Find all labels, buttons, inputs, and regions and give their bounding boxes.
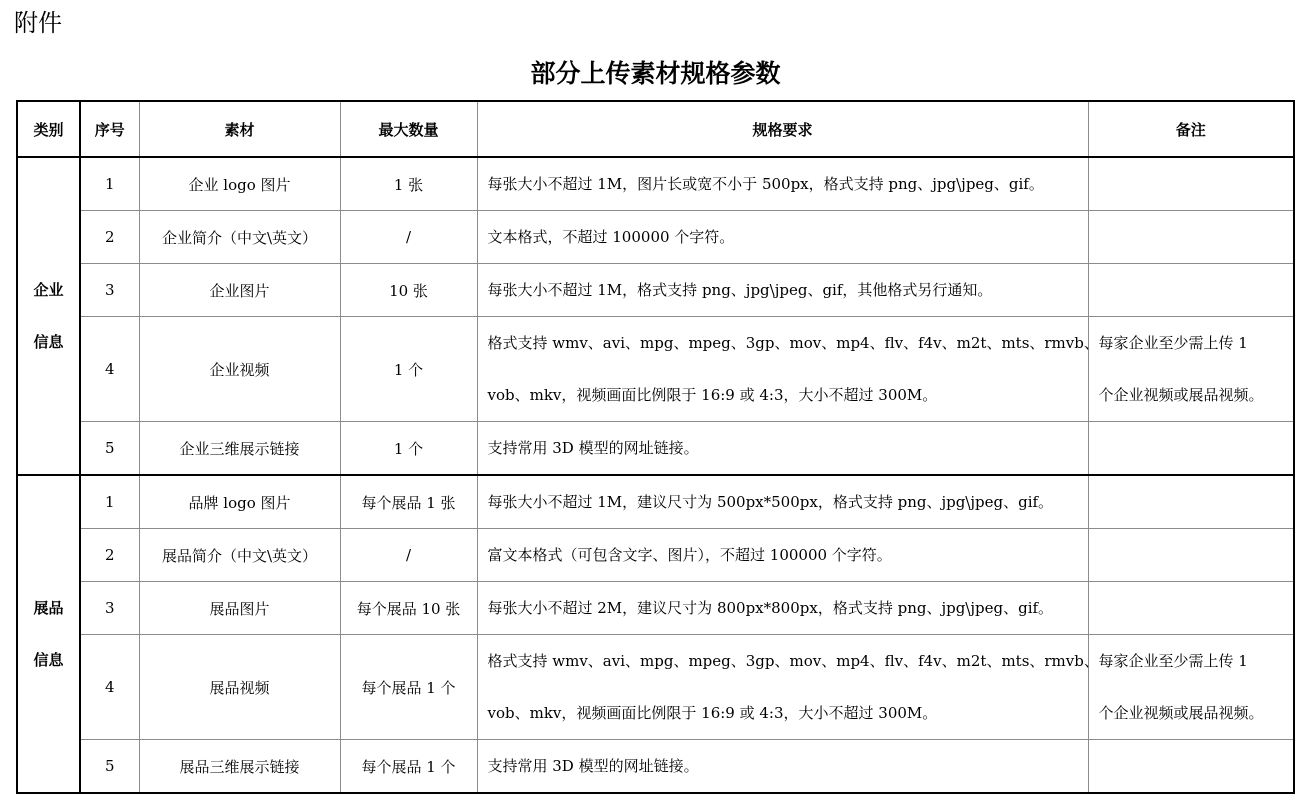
spec-line: vob、mkv，视频画面比例限于 16:9 或 4:3，大小不超过 300M。 — [487, 386, 938, 404]
table-body — [17, 157, 1294, 793]
spec-line: 支持常用 3D 模型的网址链接。 — [487, 757, 699, 775]
index-cell: 4 — [80, 635, 139, 740]
spec-line: 支持常用 3D 模型的网址链接。 — [487, 439, 699, 457]
spec-cell — [477, 211, 1088, 264]
spec-line: vob、mkv，视频画面比例限于 16:9 或 4:3，大小不超过 300M。 — [487, 704, 938, 722]
max-qty-cell: 1 个 — [340, 422, 477, 476]
category-label: 信息 — [33, 333, 64, 351]
material-cell: 展品视频 — [139, 635, 340, 740]
table-row — [17, 475, 1294, 529]
spec-cell — [477, 475, 1088, 529]
spec-line: 每张大小不超过 1M，建议尺寸为 500px*500px，格式支持 png、jpg\jpeg、gif。 — [487, 493, 1054, 511]
header-spec: 规格要求 — [477, 101, 1088, 157]
note-cell — [1088, 317, 1294, 422]
material-cell: 企业视频 — [139, 317, 340, 422]
material-cell: 展品三维展示链接 — [139, 740, 340, 794]
index-cell: 2 — [80, 529, 139, 582]
material-cell: 企业简介（中文\英文） — [139, 211, 340, 264]
header-max-qty: 最大数量 — [340, 101, 477, 157]
table-row — [17, 635, 1294, 740]
note-cell — [1088, 740, 1294, 794]
index-cell: 1 — [80, 475, 139, 529]
index-cell: 1 — [80, 157, 139, 211]
spec-line: 富文本格式（可包含文字、图片），不超过 100000 个字符。 — [487, 546, 892, 564]
spec-cell — [477, 740, 1088, 794]
note-cell — [1088, 475, 1294, 529]
spec-cell — [477, 635, 1099, 740]
index-cell: 4 — [80, 317, 139, 422]
spec-cell — [477, 422, 1088, 476]
header-index: 序号 — [80, 101, 139, 157]
max-qty-cell: 1 张 — [340, 157, 477, 211]
material-cell: 企业图片 — [139, 264, 340, 317]
spec-line: 每张大小不超过 1M，图片长或宽不小于 500px，格式支持 png、jpg\jpeg、gif。 — [487, 175, 1044, 193]
spec-table — [16, 100, 1295, 794]
material-cell: 企业 logo 图片 — [139, 157, 340, 211]
header-material: 素材 — [139, 101, 340, 157]
max-qty-cell: 每个展品 1 张 — [340, 475, 477, 529]
note-cell — [1088, 529, 1294, 582]
spec-line: 每张大小不超过 2M，建议尺寸为 800px*800px，格式支持 png、jpg\jpeg、gif。 — [487, 599, 1054, 617]
spec-cell — [477, 529, 1088, 582]
table-row — [17, 529, 1294, 582]
max-qty-cell: / — [340, 529, 477, 582]
spec-line: 格式支持 wmv、avi、mpg、mpeg、3gp、mov、mp4、flv、f4v、m2t、mts、rmvb、 — [487, 334, 1099, 352]
index-cell: 5 — [80, 740, 139, 794]
note-cell — [1088, 211, 1294, 264]
category-label: 信息 — [33, 651, 64, 669]
table-row — [17, 211, 1294, 264]
material-cell: 展品简介（中文\英文） — [139, 529, 340, 582]
note-line: 每家企业至少需上传 1 — [1098, 334, 1248, 352]
spec-line: 格式支持 wmv、avi、mpg、mpeg、3gp、mov、mp4、flv、f4v、m2t、mts、rmvb、 — [487, 652, 1099, 670]
index-cell: 5 — [80, 422, 139, 476]
material-cell: 企业三维展示链接 — [139, 422, 340, 476]
note-cell — [1088, 264, 1294, 317]
max-qty-cell: 每个展品 10 张 — [340, 582, 477, 635]
note-line: 个企业视频或展品视频。 — [1098, 386, 1264, 404]
attachment-label: 附件 — [14, 9, 62, 37]
table-row — [17, 740, 1294, 794]
index-cell: 2 — [80, 211, 139, 264]
document-title: 部分上传素材规格参数 — [530, 59, 781, 88]
table-row — [17, 422, 1294, 476]
header-row — [17, 101, 1294, 157]
table-row — [17, 264, 1294, 317]
material-cell: 展品图片 — [139, 582, 340, 635]
note-cell — [1088, 422, 1294, 476]
max-qty-cell: 每个展品 1 个 — [340, 740, 477, 794]
spec-cell — [477, 582, 1088, 635]
material-cell: 品牌 logo 图片 — [139, 475, 340, 529]
max-qty-cell: / — [340, 211, 477, 264]
category-label: 展品 — [33, 599, 64, 617]
max-qty-cell: 每个展品 1 个 — [340, 635, 477, 740]
note-cell — [1088, 582, 1294, 635]
spec-cell — [477, 157, 1088, 211]
table-row — [17, 582, 1294, 635]
spec-cell — [477, 317, 1099, 422]
note-line: 个企业视频或展品视频。 — [1098, 704, 1264, 722]
max-qty-cell: 10 张 — [340, 264, 477, 317]
header-note: 备注 — [1088, 101, 1294, 157]
category-label: 企业 — [33, 281, 64, 299]
note-line: 每家企业至少需上传 1 — [1098, 652, 1248, 670]
spec-line: 每张大小不超过 1M，格式支持 png、jpg\jpeg、gif，其他格式另行通知。 — [487, 281, 993, 299]
note-cell — [1088, 157, 1294, 211]
spec-cell — [477, 264, 1088, 317]
table-row — [17, 157, 1294, 211]
max-qty-cell: 1 个 — [340, 317, 477, 422]
note-cell — [1088, 635, 1294, 740]
table-row — [17, 317, 1294, 422]
category-cell — [17, 475, 80, 793]
header-category: 类别 — [17, 101, 80, 157]
category-cell — [17, 157, 80, 475]
spec-line: 文本格式，不超过 100000 个字符。 — [487, 228, 735, 246]
index-cell: 3 — [80, 582, 139, 635]
index-cell: 3 — [80, 264, 139, 317]
